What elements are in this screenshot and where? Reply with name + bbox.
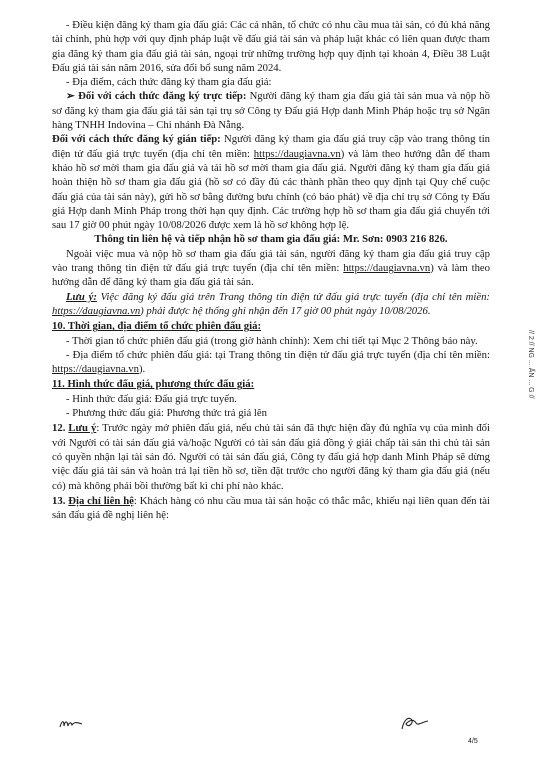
online-registration-paragraph	[52, 247, 490, 290]
indirect-registration-paragraph	[52, 132, 490, 232]
direct-registration-paragraph	[52, 89, 490, 132]
contact-info-line: Thông tin liên hệ và tiếp nhận hồ sơ tham gia đấu giá: Mr. Sơn: 0903 216 826.	[94, 233, 448, 246]
registration-location-heading: - Địa điểm, cách thức đăng ký tham gia đấu giá:	[66, 76, 272, 89]
side-stamp: // 2 // NG ... ẤN ... G //	[527, 330, 534, 399]
right-initial-signature	[400, 714, 430, 732]
page-number: 4/5	[468, 738, 478, 745]
daugiavna-link[interactable]: https://daugiavna.vn	[343, 262, 431, 275]
daugiavna-link[interactable]: https://daugiavna.vn	[52, 304, 141, 317]
arrow-bullet-icon: ➢	[66, 90, 75, 103]
auction-eligibility-paragraph: - Điều kiện đăng ký tham gia đấu giá: Các cá nhân, tổ chức có nhu cầu mua tài sản, có đủ khả năng tài chính, phù hợp với quy định pháp luật về đấu giá tài sản và pháp luật khác có liên quan được tham gia đăng ký tham gia đấu giá tài sản, ngoại trừ những trường hợp quy định tại khoản 4, Điều 38 Luật Đấu giá tài sản năm 2016, sửa đổi bổ sung năm 2024.	[52, 19, 490, 74]
section-12-number: 12.	[52, 422, 66, 435]
section-13-text: : Khách hàng có nhu cầu mua tài sản hoặc có thắc mắc, khiếu nại liên quan đến tài sản đấu giá đề nghị liên hệ:	[52, 494, 490, 522]
daugiavna-link[interactable]: https://daugiavna.vn	[52, 363, 139, 376]
direct-registration-lead: Đối với cách thức đăng ký trực tiếp:	[78, 90, 247, 103]
auction-location-text-b: ).	[138, 363, 146, 376]
note-text-b: ) phải được hệ thống ghi nhận đến 17 giờ 00 phút ngày 10/08/2026.	[140, 304, 431, 317]
section-12-lead: Lưu ý	[68, 422, 97, 435]
section-13-number: 13.	[52, 494, 66, 507]
indirect-registration-text-a: Người đăng ký tham gia đấu giá truy cập vào trang thông tin điện tử đấu giá trực tuyến (địa chỉ tên miền:	[52, 133, 491, 160]
daugiavna-link[interactable]: https://daugiavna.vn	[253, 147, 341, 160]
auction-location-paragraph	[52, 348, 490, 377]
section-10-heading: 10. Thời gian, địa điểm tổ chức phiên đấu giá:	[52, 320, 262, 333]
auction-form-line: - Hình thức đấu giá: Đấu giá trực tuyến.	[66, 392, 237, 405]
auction-time-paragraph: - Thời gian tổ chức phiên đấu giá (trong giờ hành chính): Xem chi tiết tại Mục 2 Thông báo này.	[66, 334, 478, 347]
online-registration-text-b: ) và làm theo hướng dẫn để đăng ký tham gia đấu giá tài sản.	[52, 262, 491, 289]
section-12-paragraph	[52, 421, 490, 492]
indirect-registration-lead: Đối với cách thức đăng ký gián tiếp:	[52, 133, 221, 146]
auction-location-text-a: - Địa điểm tổ chức phiên đấu giá: tại Trang thông tin điện tử đấu giá trực tuyến (địa chỉ tên miền:	[66, 348, 490, 361]
note-text-a: Việc đăng ký đấu giá trên Trang thông tin điện tử đấu giá trực tuyến (địa chỉ tên miền:	[96, 290, 490, 303]
left-initial-signature	[58, 716, 84, 730]
section-12-text: : Trước ngày mở phiên đấu giá, nếu chủ tài sản đã thực hiện đầy đủ nghĩa vụ của mình đối với Người có tài sản đấu giá và/hoặc Người có tài sản đấu giá đồng ý giải chấp tài sản thì chủ tài sản có quyền nhận lại tài sản đó. Người có tài sản đấu giá, Công ty đấu giá hợp danh Minh Pháp sẽ dừng việc đấu giá tài sản và hoàn trả lại tiền hồ sơ, tiền đặt trước cho người đăng ký tham gia đấu giá (nếu có) mà không phải bồi thường bất kì chi phí nào khác.	[52, 422, 490, 492]
direct-registration-text: Người đăng ký tham gia đấu giá tài sản mua và nộp hồ sơ đăng ký tham gia đấu giá tài sản tại trụ sở Công ty Đấu giá Hợp danh Minh Pháp hoặc trụ sở Ngân hàng TNHH Indovina – Chi nhánh Đà Nẵng.	[52, 90, 490, 132]
section-13-lead: Địa chỉ liên hệ	[68, 494, 134, 507]
note-paragraph	[52, 290, 490, 319]
note-lead: Lưu ý:	[66, 290, 97, 303]
online-registration-text-a: Ngoài việc mua và nộp hồ sơ tham gia đấu giá tài sản, người đăng ký tham gia đấu giá truy cập vào trang thông tin điện tử đấu giá trực tuyến (địa chỉ tên miền:	[52, 247, 490, 275]
indirect-registration-text-b: ) và làm theo hướng dẫn để tham khảo hồ sơ mời tham gia đấu giá và tải hồ sơ mời tham gia đấu giá. Người đăng ký tham gia đấu giá hoàn thiện hồ sơ tham gia đấu giá (hồ sơ có đầy đủ các thành phần theo quy định tại Quy chế cuộc đấu giá của tài sản này), gửi hồ sơ bằng đường bưu chính (có báo phát) về địa chỉ trụ sở Công ty Đấu giá Hợp danh Minh Pháp trong thời hạn quy định. Các trường hợp hồ sơ tham gia đấu giá chuyển tới sau 17 giờ 00 phút ngày 10/08/2026 được xem là hồ sơ không hợp lệ.	[52, 147, 491, 232]
document-body	[52, 18, 490, 522]
auction-method-line: - Phương thức đấu giá: Phương thức trả giá lên	[66, 407, 267, 420]
section-11-heading: 11. Hình thức đấu giá, phương thức đấu giá:	[52, 378, 255, 391]
section-13-paragraph	[52, 494, 490, 523]
